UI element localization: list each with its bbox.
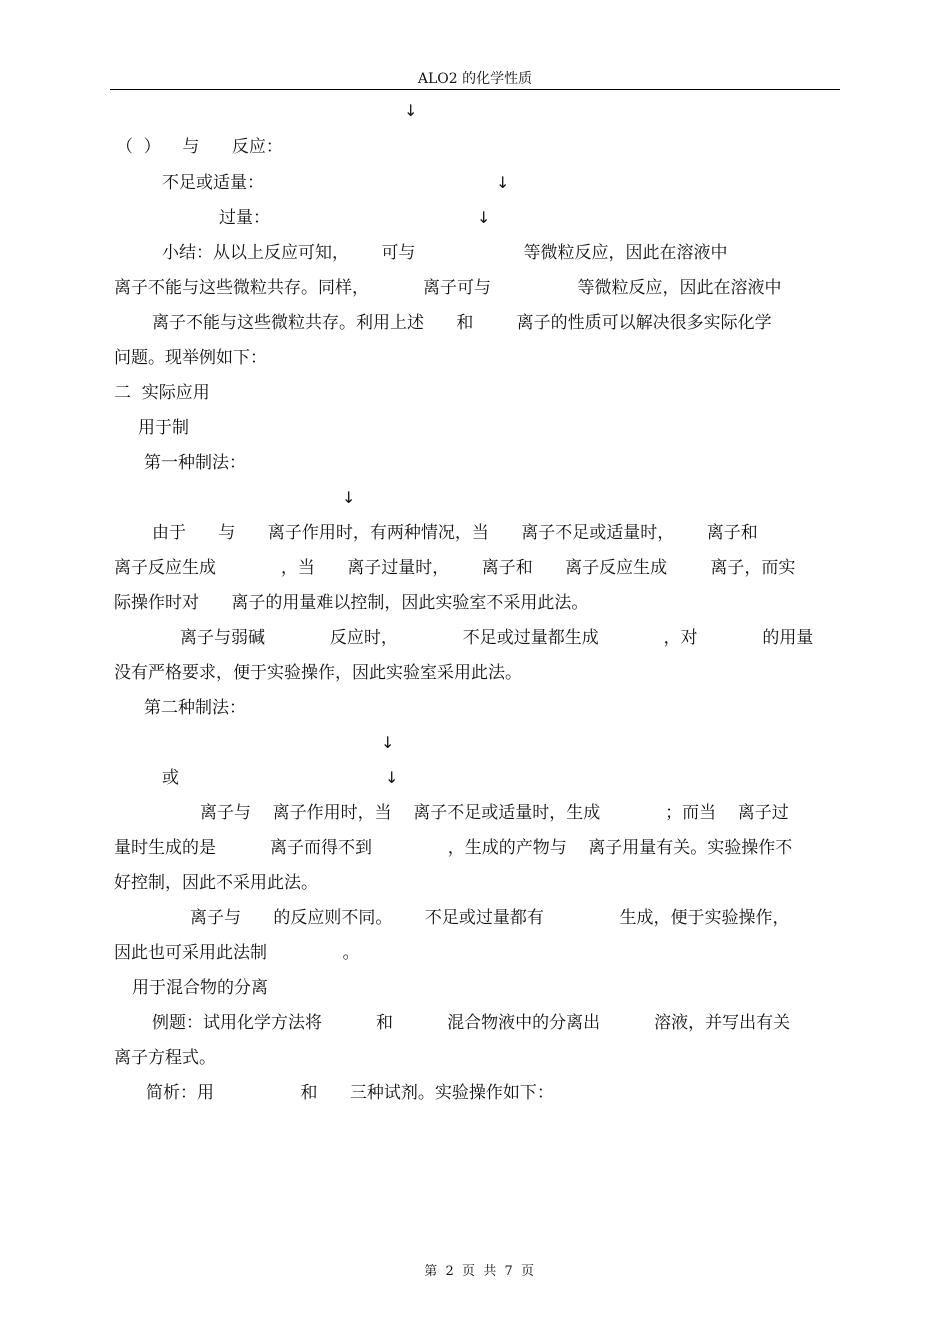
text-line: 过量： (219, 208, 270, 228)
header-rule (110, 89, 840, 90)
text-line: 离子不能与这些微粒共存。利用上述 和 离子的性质可以解决很多实际化学 (152, 313, 772, 333)
text-line: 简析：用 和 三种试剂。实验操作如下： (146, 1083, 554, 1103)
section-heading: 二 实际应用 (114, 383, 210, 403)
reaction-arrow: ↓ (477, 208, 491, 227)
subsection-heading: 用于制 (138, 418, 189, 438)
text-line: 由于 与 离子作用时，有两种情况，当 离子不足或适量时， 离子和 (152, 523, 758, 543)
text-line: 好控制，因此不采用此法。 (114, 873, 318, 893)
reaction-arrow: ↓ (496, 173, 510, 192)
subsection-heading: 用于混合物的分离 (132, 978, 268, 998)
text-line: 量时生成的是 离子而得不到 ，生成的产物与 离子用量有关。实验操作不 (114, 838, 793, 858)
reaction-arrow: ↓ (342, 488, 356, 507)
reaction-arrow: ↓ (385, 768, 399, 787)
page-number: 第 2 页 共 7 页 (424, 1264, 535, 1279)
text-line: 因此也可采用此法制 。 (114, 943, 360, 963)
page-footer (0, 1248, 950, 1280)
text-line: 离子方程式。 (114, 1048, 216, 1068)
text-line: 离子与 的反应则不同。 不足或过量都有 生成，便于实验操作， (190, 908, 790, 928)
text-line: （ ） 与 反应： (116, 137, 283, 157)
text-line: 第二种制法： (144, 698, 246, 718)
header-title: ALO2 的化学性质 (417, 71, 533, 87)
text-line: 不足或适量： (162, 173, 264, 193)
reaction-arrow: ↓ (381, 733, 395, 752)
reaction-arrow: ↓ (404, 101, 418, 120)
text-line: 问题。现举例如下： (114, 348, 267, 368)
text-line: 小结：从以上反应可知， 可与 等微粒反应，因此在溶液中 (162, 243, 728, 263)
text-line: 没有严格要求，便于实验操作，因此实验室采用此法。 (114, 663, 522, 683)
text-line: 例题：试用化学方法将 和 混合物液中的分离出 溶液，并写出有关 (152, 1013, 791, 1033)
text-line: 第一种制法： (144, 453, 246, 473)
text-line: 离子反应生成 ，当 离子过量时， 离子和 离子反应生成 离子，而实 (114, 558, 796, 578)
text-line: 离子与 离子作用时，当 离子不足或适量时，生成 ；而当 离子过 (200, 803, 789, 823)
text-line: 离子与弱碱 反应时， 不足或过量都生成 ，对 的用量 (180, 628, 814, 648)
page-header (110, 70, 840, 88)
text-line: 际操作时对 离子的用量难以控制，因此实验室不采用此法。 (114, 593, 589, 613)
text-line: 离子不能与这些微粒共存。同样， 离子可与 等微粒反应，因此在溶液中 (114, 278, 782, 298)
text-line: 或 (162, 768, 179, 788)
